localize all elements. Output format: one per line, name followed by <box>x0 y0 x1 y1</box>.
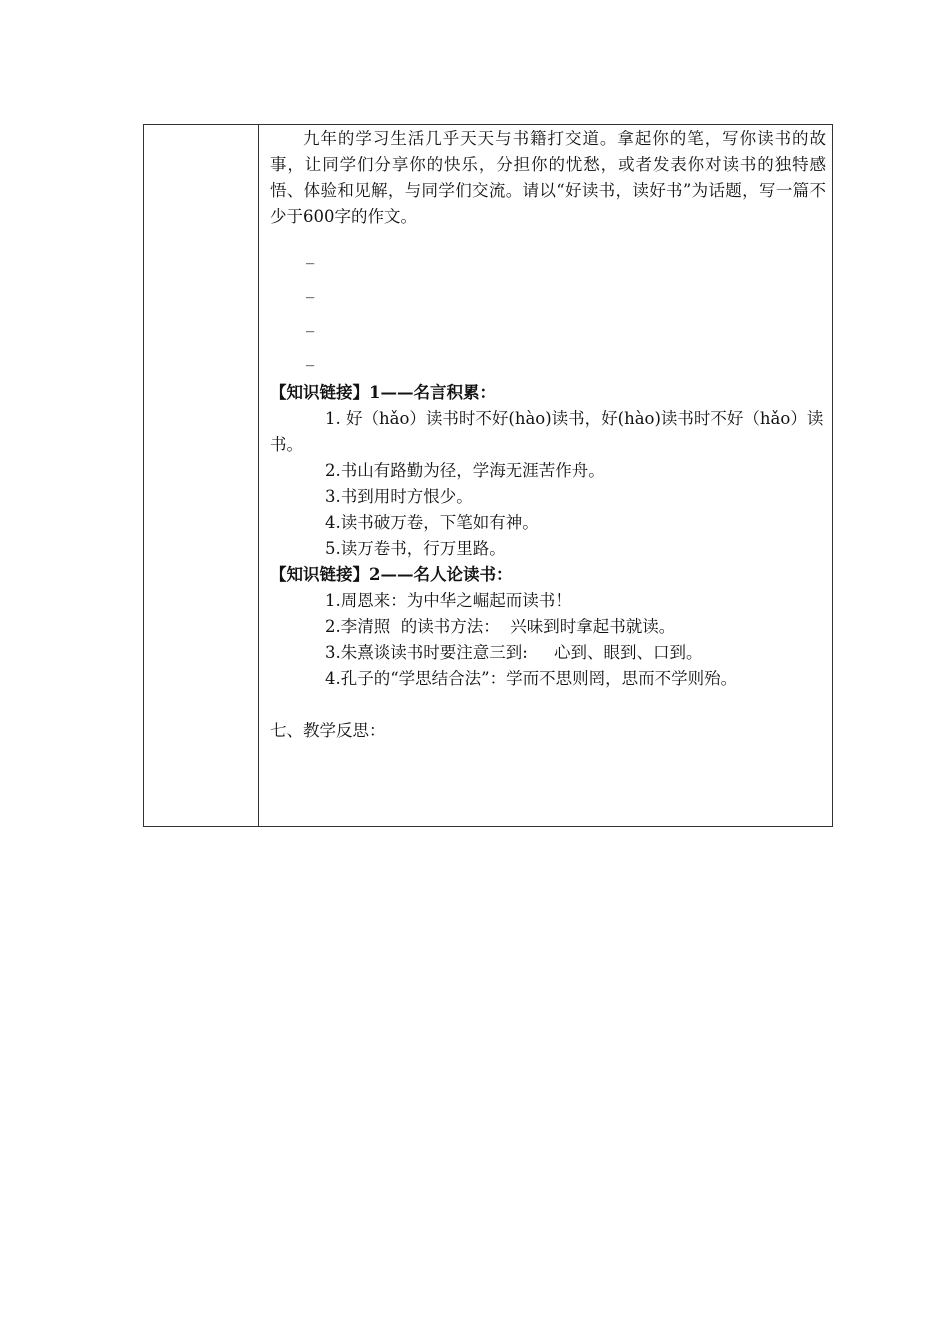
quote-item: 5.读万卷书，行万里路。 <box>325 539 506 558</box>
quote-item: 3.书到用时方恨少。 <box>325 487 473 506</box>
composition-prompt: 九年的学习生活几乎天天与书籍打交道。拿起你的笔，写你读书的故事，让同学们分享你的快乐，分担你的忧愁，或者发表你对读书的独特感悟、体验和见解，与同学们交流。请以“好读书，读好书”为话题，写一篇不少于600字的作文。 <box>270 129 826 226</box>
teaching-reflection-title: 七、教学反思： <box>270 721 386 740</box>
famous-reading-item: 3.朱熹谈读书时要注意三到: 心到、眼到、口到。 <box>325 643 703 662</box>
knowledge-link-1-heading: 【知识链接】1——名言积累： <box>270 383 496 402</box>
answer-blank-lines <box>270 238 826 374</box>
blank-line: _ <box>306 313 315 332</box>
quote-item: 4.读书破万卷，下笔如有神。 <box>325 513 539 532</box>
knowledge-link-2-heading: 【知识链接】2——名人论读书： <box>270 565 513 584</box>
quote-item: 2.书山有路勤为径，学海无涯苦作舟。 <box>325 461 605 480</box>
quote-item: 1. 好（hǎo）读书时不好(hào)读书，好(hào)读书时不好（hǎo）读书。 <box>270 409 824 454</box>
famous-reading-item: 2.李清照 的读书方法： 兴味到时拿起书就读。 <box>325 617 676 636</box>
table-left-cell <box>144 125 259 826</box>
blank-line: _ <box>306 347 315 366</box>
famous-reading-item: 4.孔子的“学思结合法”：学而不思则罔，思而不学则殆。 <box>325 669 738 688</box>
table-content-cell <box>259 125 832 826</box>
lesson-table <box>143 124 833 827</box>
famous-reading-item: 1.周恩来：为中华之崛起而读书！ <box>325 591 572 610</box>
blank-line: _ <box>306 279 315 298</box>
blank-line: _ <box>306 245 315 264</box>
